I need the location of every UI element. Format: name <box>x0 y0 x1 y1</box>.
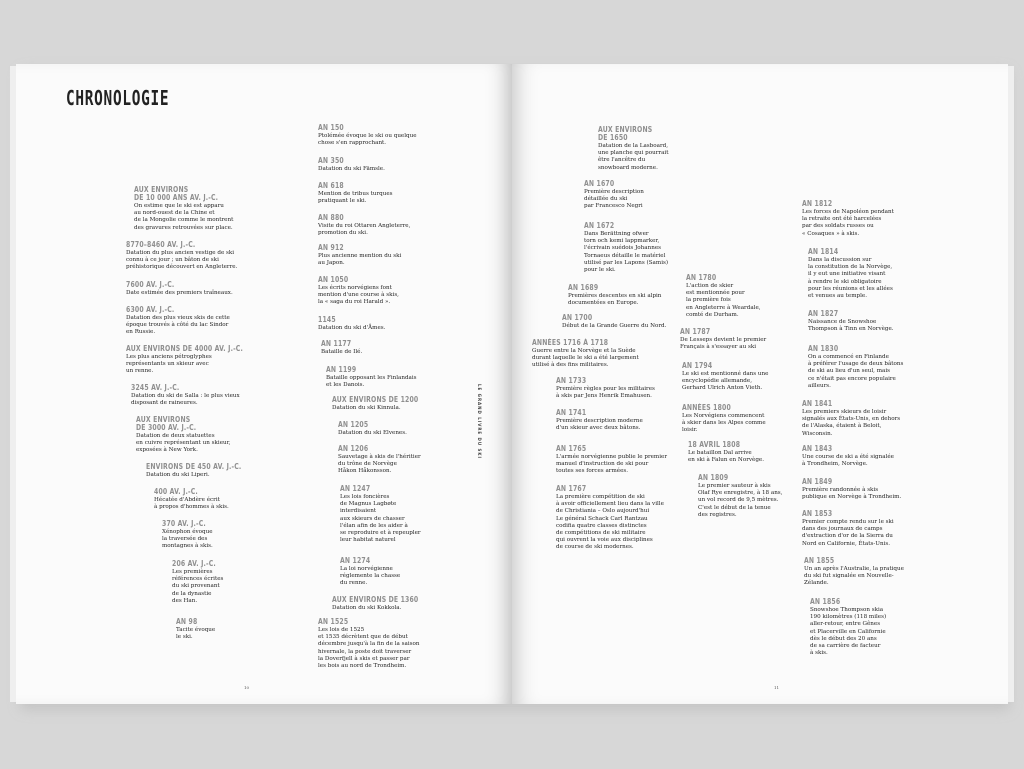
timeline-entry <box>318 124 468 147</box>
timeline-entry <box>126 306 276 337</box>
entry-text: De Lesseps devient le premier Français à s'essayer au ski <box>680 337 767 351</box>
entry-date: AN 1274 <box>340 556 371 565</box>
entry-date: AN 1830 <box>808 344 839 353</box>
entry-text: L'action de skier est mentionnée pour la première fois en Angleterre à Weardale, comté de Durham. <box>686 283 761 318</box>
right-page <box>512 64 1008 704</box>
entry-text: Bataille opposant les Finlandais et les Danois. <box>326 375 417 389</box>
entry-text: Datation de deux statuettes en cuivre représentant un skieur, exposées à New York. <box>136 433 231 454</box>
timeline-entry <box>802 510 952 548</box>
entry-date: ANNÉES 1716 À 1718 <box>532 338 609 347</box>
timeline-entry <box>321 340 471 356</box>
entry-date: AUX ENVIRONS DE 10 000 ANS AV. J.-C. <box>134 185 219 202</box>
entry-text: Datation de la Lasboard, une planche qui pourrait être l'ancêtre du snowboard moderne. <box>598 143 669 171</box>
entry-text: Datation du ski Elvenes. <box>338 430 407 436</box>
timeline-entry <box>810 598 960 657</box>
timeline-entry <box>326 366 476 389</box>
timeline-entry <box>136 416 286 455</box>
entry-date: 8770–8460 AV. J.-C. <box>126 240 196 249</box>
entry-text: Mention de tribus turques pratiquant le ski. <box>318 191 393 205</box>
timeline-entry <box>808 310 958 333</box>
timeline-entry <box>318 316 468 332</box>
entry-date: 18 AVRIL 1808 <box>688 440 741 449</box>
entry-text: Hécatée d'Abdère écrit à propos d'hommes à skis. <box>154 497 229 511</box>
entry-date: AUX ENVIRONS DE 4000 AV. J.-C. <box>126 344 243 353</box>
entry-text: Premier compte rendu sur le ski dans des journaux de camps d'extraction d'or de la Sierra du Nord en Californie, États-Unis. <box>802 519 894 547</box>
entry-date: ANNÉES 1800 <box>682 403 731 412</box>
entry-text: On estime que le ski est apparu au nord-ouest de la Chine et de la Mongolie comme le montrent des gravures retrouvées sur place. <box>134 203 234 231</box>
entry-text: Les forces de Napoléon pendant la retraite ont été harcelées par des soldats russes ou « Cosaques » à skis. <box>802 209 894 237</box>
entry-text: Datation du ski Liperi. <box>146 472 210 478</box>
entry-date: AN 1794 <box>682 361 713 370</box>
entry-text: Les écrits norvégiens font mention d'une course à skis, la « saga du roi Harald ». <box>318 285 399 306</box>
entry-date: AN 618 <box>318 181 344 190</box>
entry-date: AN 1525 <box>318 617 349 626</box>
entry-text: Plus ancienne mention du ski au Japon. <box>318 253 402 267</box>
left-page-number: 10 <box>244 685 250 690</box>
entry-text: Datation du ski de Salla : le plus vieux disposant de raineures. <box>131 393 240 407</box>
timeline-entry <box>802 400 952 438</box>
entry-date: AN 1767 <box>556 484 587 493</box>
entry-date: AN 1812 <box>802 199 833 208</box>
spine-label: LE GRAND LIVRE DU SKI <box>477 384 482 459</box>
entry-date: AN 1853 <box>802 509 833 518</box>
entry-text: Première description moderne d'un skieur avec deux bâtons. <box>556 418 643 432</box>
page-title: CHRONOLOGIE <box>66 86 170 110</box>
entry-date: AN 1849 <box>802 477 833 486</box>
entry-date: 6300 AV. J.-C. <box>126 305 175 314</box>
timeline-entry <box>176 618 326 641</box>
entry-date: AN 98 <box>176 617 198 626</box>
entry-text: Les premiers skieurs de loisir signalés aux États-Unis, en dehors de l'Alaska, étaient à Beloit, Wisconsin. <box>802 409 901 437</box>
timeline-entry <box>318 618 468 670</box>
entry-date: AN 1050 <box>318 275 349 284</box>
entry-text: Datation du ski Kinnula. <box>332 405 401 411</box>
entry-text: Naissance de Snowshoe Thompson à Tinn en Norvège. <box>808 319 894 333</box>
entry-text: Visite du roi Ottaren Angleterre, promotion du ski. <box>318 223 411 237</box>
entry-date: AN 1177 <box>321 339 352 348</box>
left-page <box>16 64 512 704</box>
timeline-entry <box>318 182 468 205</box>
timeline-entry <box>802 200 952 238</box>
timeline-entry <box>332 596 482 612</box>
timeline-entry <box>802 478 952 501</box>
entry-date: AN 1780 <box>686 273 717 282</box>
entry-date: 400 AV. J.-C. <box>154 487 198 496</box>
entry-date: AN 1856 <box>810 597 841 606</box>
entry-text: Premières descentes en ski alpin documentées en Europe. <box>568 293 662 307</box>
entry-date: 206 AV. J.-C. <box>172 559 216 568</box>
right-page-number: 11 <box>774 685 780 690</box>
entry-text: Ptolémée évoque le ski ou quelque chose s'en rapprochant. <box>318 133 417 147</box>
timeline-entry <box>172 560 322 605</box>
entry-date: AN 1765 <box>556 444 587 453</box>
entry-date: AN 1814 <box>808 247 839 256</box>
entry-text: Le premier sauteur à skis Olaf Rye enregistre, à 18 ans, un vol record de 9,5 mètres. C'est le début de la tenue des registres. <box>698 483 783 518</box>
timeline-entry <box>340 557 490 588</box>
entry-text: Les plus anciens pétroglyphes représentants un skieur avec un renne. <box>126 354 212 375</box>
entry-date: AN 1199 <box>326 365 357 374</box>
timeline-entry <box>808 345 958 390</box>
entry-text: Guerre entre la Norvège et la Suède durant laquelle le ski a été largement utilisé à des fins militaires. <box>532 348 639 369</box>
entry-date: AN 1841 <box>802 399 833 408</box>
entry-text: Les lois foncières de Magnus Lagbøte interdisaient aux skieurs de chasser l'élan afin de les aider à se reproduire et à repeupler leur habitat naturel <box>340 494 421 544</box>
timeline-entry <box>318 157 468 173</box>
entry-text: Dans la discussion sur la constitution de la Norvège, il y eut une initiative visant à rendre le ski obligatoire pour les réunions et les allées et venues au temple. <box>808 257 893 300</box>
timeline-entry <box>154 488 304 511</box>
entry-text: Les Norvégiens commencent à skier dans les Alpes comme loisir. <box>682 413 766 434</box>
entry-text: Datation du ski Fämsle. <box>318 166 385 172</box>
entry-date: AN 150 <box>318 123 344 132</box>
timeline-entry <box>584 180 734 211</box>
entry-date: AUX ENVIRONS DE 1200 <box>332 395 419 404</box>
timeline-entry <box>126 241 276 272</box>
entry-date: AN 1670 <box>584 179 615 188</box>
entry-text: Les lois de 1525 et 1535 décrètent que de début décembre jusqu'à la fin de la saison hivernale, la poste doit traverser la Doverfjell à skis et passer par les bois au nord de Trondheim. <box>318 627 420 670</box>
timeline-entry <box>808 248 958 300</box>
entry-text: Un an après l'Australie, la pratique du ski fut signalée en Nouvelle- Zélande. <box>804 566 904 587</box>
timeline-entry <box>338 421 488 437</box>
entry-date: AN 1787 <box>680 327 711 336</box>
entry-text: Datation du ski d'Åmes. <box>318 325 386 331</box>
entry-date: AN 350 <box>318 156 344 165</box>
entry-date: 370 AV. J.-C. <box>162 519 206 528</box>
entry-text: Le bataillon Dal arrive en ski à Falun en Norvège. <box>688 450 765 464</box>
timeline-entry <box>318 244 468 267</box>
entry-text: Date estimée des premiers traîneaux. <box>126 290 233 296</box>
timeline-entry <box>318 214 468 237</box>
entry-date: AN 1733 <box>556 376 587 385</box>
entry-date: AN 1700 <box>562 313 593 322</box>
entry-date: AN 1809 <box>698 473 729 482</box>
entry-text: On a commencé en Finlande à préférer l'usage de deux bâtons de ski au lieu d'un seul, mais ce n'était pas encore populaire ailleurs. <box>808 354 904 389</box>
timeline-entry <box>332 396 482 412</box>
entry-text: Première description détaillée du ski par Francesco Negri <box>584 189 644 210</box>
entry-date: AN 912 <box>318 243 344 252</box>
timeline-entry <box>131 384 281 407</box>
entry-date: AN 1672 <box>584 221 615 230</box>
entry-text: Datation des plus vieux skis de cette époque trouvés à côté du lac Sindor en Russie. <box>126 315 230 336</box>
entry-text: La loi norvégienne réglemente la chasse du renne. <box>340 566 401 587</box>
timeline-entry <box>804 557 954 588</box>
entry-text: Xénophon évoque la traversée des montagnes à skis. <box>162 529 213 550</box>
entry-text: Une course de ski a été signalée à Trondheim, Norvège. <box>802 454 894 468</box>
entry-text: Snowshoe Thompson skia 190 kilomètres (118 miles) aller-retour, entre Gênes et Placerville en Californie dès le début des 20 ans de sa carrière de facteur à skis. <box>810 607 887 657</box>
entry-date: 7600 AV. J.-C. <box>126 280 175 289</box>
entry-text: Le ski est mentionné dans une encyclopédie allemande, Gerhard Ulrich Anton Vieth. <box>682 371 769 392</box>
entry-text: L'armée norvégienne publie le premier manuel d'instruction de ski pour toutes ses forces armées. <box>556 454 668 475</box>
entry-date: AN 1855 <box>804 556 835 565</box>
timeline-entry <box>126 281 276 297</box>
entry-text: Bataille de Ilé. <box>321 349 363 355</box>
entry-text: Tacite évoque le ski. <box>176 627 216 641</box>
entry-text: Première règles pour les militaires à skis par Jens Henrik Emahusen. <box>556 386 655 400</box>
entry-date: AN 1827 <box>808 309 839 318</box>
timeline-entry <box>146 463 296 479</box>
timeline-entry <box>162 520 312 551</box>
timeline-entry <box>556 445 706 476</box>
entry-text: Sauvetage à skis de l'héritier du trône de Norvège Håkon Håkonsson. <box>338 454 421 475</box>
entry-date: 1145 <box>318 315 336 324</box>
entry-date: ENVIRONS DE 450 AV. J.-C. <box>146 462 242 471</box>
timeline-entry <box>338 445 488 476</box>
entry-text: Première randonnée à skis publique en Norvège à Trondheim. <box>802 487 902 501</box>
timeline-entry <box>584 222 734 274</box>
entry-text: Datation du ski Kokkola. <box>332 605 402 611</box>
timeline-entry <box>802 445 952 468</box>
entry-text: Les premières références écrites du ski provenant de la dynastie des Han. <box>172 569 224 604</box>
timeline-entry <box>598 126 748 172</box>
entry-date: AUX ENVIRONS DE 1360 <box>332 595 419 604</box>
entry-date: AN 1247 <box>340 484 371 493</box>
entry-date: AN 1205 <box>338 420 369 429</box>
entry-text: Début de la Grande Guerre du Nord. <box>562 323 667 329</box>
entry-date: 3245 AV. J.-C. <box>131 383 180 392</box>
entry-text: La première compétition de ski à avoir officiellement lieu dans la ville de Christiania – Oslo aujourd'hui Le général Schack Carl Rantzau codifia quatre classes distinctes de compétitions de ski militaire qui ouvrent la voie aux disciplines de course de ski modernes. <box>556 494 664 551</box>
entry-date: AN 1206 <box>338 444 369 453</box>
entry-date: AN 880 <box>318 213 344 222</box>
timeline-entry <box>340 485 490 544</box>
entry-date: AUX ENVIRONS DE 3000 AV. J.-C. <box>136 415 197 432</box>
entry-text: Datation du plus ancien vestige de ski connu à ce jour ; un bâton de ski préhistorique découvert en Angleterre. <box>126 250 238 271</box>
timeline-entry <box>134 186 284 232</box>
entry-date: AN 1741 <box>556 408 587 417</box>
entry-date: AN 1689 <box>568 283 599 292</box>
entry-text: Dans Berättning ofwer torn och kemi lappmarker, l'écrivain suédois Johannes Tornaeus détaille le matériel utilisé par les Lapons (Samis) pour le ski. <box>584 231 669 274</box>
entry-date: AUX ENVIRONS DE 1650 <box>598 125 653 142</box>
timeline-entry <box>318 276 468 307</box>
timeline-entry <box>532 339 682 370</box>
timeline-entry <box>126 345 276 376</box>
entry-date: AN 1843 <box>802 444 833 453</box>
timeline-entry <box>556 485 706 552</box>
